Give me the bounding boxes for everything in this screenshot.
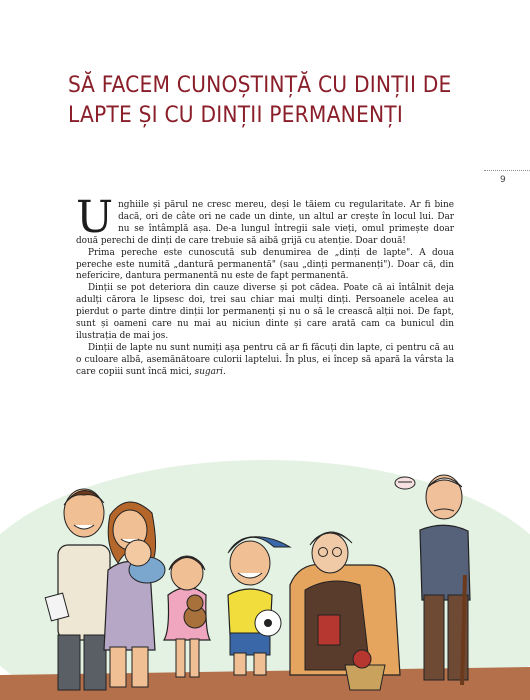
- paragraph-1-text: nghiile și părul ne cresc mereu, deși le tăiem cu regularitate. Ar fi bine dacă, ori de câte ori ne cade un dinte, un altul ar crește în locul lui. Dar nu se întâmplă așa. De-a lungul întregii sale vieți, omul primește doar două perechi de dinți de care trebuie să aibă grijă cu atenție. Doar două!: [76, 200, 454, 246]
- paragraph-4: [76, 343, 454, 379]
- family-illustration: [0, 435, 530, 700]
- body-text: [76, 192, 454, 379]
- teddy-bear: [184, 595, 206, 628]
- paragraph-4-end: .: [222, 366, 226, 377]
- paragraph-1: [76, 192, 454, 248]
- paragraph-2: Prima pereche este cunoscută sub denumirea de „dinți de lapte". A doua pereche este numită „dantură permanentă" (sau „dinți permanenți"). Doar că, din nefericire, dantura permanentă nu este de fapt permanentă.: [76, 247, 454, 282]
- title-line-1: SĂ FACEM CUNOȘTINȚĂ CU DINȚII DE: [68, 72, 452, 98]
- page-number-rule: [484, 170, 530, 171]
- page-title: [68, 70, 468, 130]
- paragraph-3: Dinții se pot deteriora din cauze diverse și pot cădea. Poate că ai întâlnit deja adulți cărora le lipsesc doi, trei sau chiar mai mulți dinți. Persoanele acelea au pierdut o parte dintre dinții lor permanenți și nu o să le crească alții noi. De fapt, sunt și oameni care nu mai au niciun dinte și care arată cam ca bunicul din ilustrația de mai jos.: [76, 283, 454, 341]
- paragraph-4-text: Dinții de lapte nu sunt numiți așa pentru că ar fi făcuți din lapte, ci pentru că au o culoare albă, asemănătoare culorii laptelui. În plus, ei încep să apară la vârsta la care copiii sunt încă mici,: [76, 342, 454, 377]
- drop-cap: U: [76, 192, 114, 243]
- paragraph-4-italic: sugari: [194, 366, 223, 377]
- page-number: 9: [500, 175, 506, 185]
- dentures-icon: [395, 477, 415, 489]
- title-line-2: LAPTE ȘI CU DINȚII PERMANENȚI: [68, 102, 404, 128]
